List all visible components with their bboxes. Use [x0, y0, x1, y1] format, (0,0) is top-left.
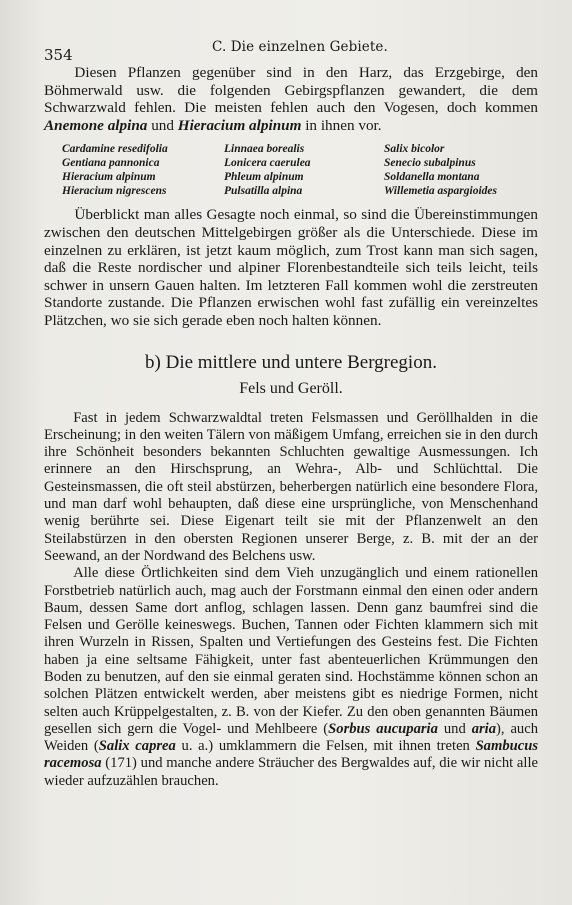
plant-name: Soldanella montana — [384, 171, 480, 184]
section-subheading: Fels und Geröll. — [239, 379, 343, 397]
plant-name: Hieracium nigrescens — [62, 185, 167, 198]
rocks-paragraph: Fast in jedem Schwarzwaldtal treten Felsmassen und Geröllhalden in die Erscheinung; in den weiten Tälern von mäßigem Umfang, erreichen sie in den durch ihre Schönheit besonders bekannten Schluchten gewaltige Ausmessungen. Ich erinnere an den Hirschsprung, an Wehra-, Alb- und Schlüchttal. Die Gesteinsmassen, die oft steil abstürzen, beherbergen natürlich eine besondere Flora, und man darf wohl behaupten, daß diese eine ursprüngliche, von Menschenhand wenig berührte sei. Diese Eigenart teilt sie mit der Pflanzenwelt an den Steilabstürzen in den obersten Regionen unserer Berge, z. B. mit der an der Seewand, an der Nordwand des Belchens usw. — [44, 409, 538, 564]
summary-paragraph: Überblickt man alles Gesagte noch einmal, so sind die Übereinstimmungen zwischen den deutschen Mittelgebirgen größer als die Unterschiede. Diese im einzelnen zu erklären, ist jetzt kaum möglich, zum Trost kann man sich sagen, daß die Reste nordischer und alpiner Florenbestandteile sich teils leicht, teils schwer in unsern Gauen halten. Im letzteren Fall kommen wohl die zerstreuten Standorte zustande. Die Pflanzen erwischen wohl fast zufällig ein vereinzeltes Plätzchen, wo sie sich gerade eben noch halten können. — [44, 206, 538, 329]
plant-name: Senecio subalpinus — [384, 157, 476, 170]
species-sambucus-racemosa: Sambucus racemosa — [44, 738, 539, 772]
page-number: 354 — [44, 46, 73, 64]
species-sorbus-aucuparia: Sorbus aucuparia — [328, 720, 438, 737]
species-salix-caprea: Salix caprea — [98, 738, 176, 755]
trees-text-4: u. a.) umklammern die Felsen, mit ihnen treten — [175, 738, 476, 755]
section-heading: b) Die mittlere und untere Bergregion. — [145, 351, 437, 373]
plant-name: Lonicera caerulea — [224, 157, 311, 170]
plant-name: Hieracium alpinum — [62, 171, 156, 184]
text-block-middle — [44, 206, 538, 329]
plant-species-table — [62, 142, 538, 198]
plant-name: Phleum alpinum — [224, 171, 304, 184]
trees-text-1: Alle diese Örtlichkeiten sind dem Vieh unzugänglich und einem rationellen Forstbetrieb natürlich auch, mag auch der Forstmann einmal den einen oder andern Baum, dessen Same dort anflog, schlagen lassen. Denn ganz baumfrei sind die Felsen und Gerölle keineswegs. Buchen, Tannen oder Fichten klammern sich mit ihren Wurzeln in Rissen, Spalten und Vertiefungen des Gesteins fest. Die Fichten haben ja eine seltsame Fähigkeit, unter fast abenteuerlichen Krümmungen den Boden zu benutzen, auf den sie einmal geraten sind. Hochstämme können schon an solchen Plätzen entwickelt werden, aber meistens gibt es niedrige Formen, nicht selten auch Krüppelgestalten, z. B. von der Kiefer. Zu den oben genannten Bäumen gesellen sich gern die Vogel- und Mehlbeere ( — [44, 565, 538, 737]
trees-paragraph — [44, 565, 538, 790]
trees-text-2: und — [437, 720, 472, 737]
chapter-title: C. Die einzelnen Gebiete. — [212, 39, 388, 55]
species-hieracium-alpinum: Hieracium alpinum — [177, 116, 302, 134]
trees-text-3: ), auch Weiden ( — [44, 720, 539, 755]
plant-name: Linnaea borealis — [224, 143, 305, 156]
running-head — [44, 34, 538, 64]
plant-name: Pulsatilla alpina — [224, 185, 303, 198]
species-anemone-alpina: Anemone alpina — [44, 116, 148, 134]
plant-name: Cardamine resedifolia — [62, 143, 168, 156]
species-aria: aria — [471, 720, 497, 737]
plant-name: Gentiana pannonica — [62, 157, 160, 170]
text-block-upper — [44, 64, 538, 134]
intro-text-2: und — [147, 116, 178, 134]
intro-text-3: in ihnen vor. — [301, 116, 382, 134]
plant-name: Salix bicolor — [384, 143, 445, 156]
intro-text-1: Diesen Pflanzen gegenüber sind in den Harz, das Erzgebirge, den Böhmerwald usw. die folgenden Gebirgspflanzen gewandert, die dem Schwarzwald fehlen. Die meisten fehlen auch den Vogesen, doch kommen — [44, 64, 538, 117]
text-block-lower — [44, 410, 538, 791]
trees-text-5: (171) und manche andere Sträucher des Bergwaldes auf, die wir nicht alle wieder aufzuzählen brauchen. — [44, 755, 538, 789]
plant-name: Willemetia aspargioides — [384, 185, 497, 198]
intro-paragraph — [44, 64, 538, 134]
